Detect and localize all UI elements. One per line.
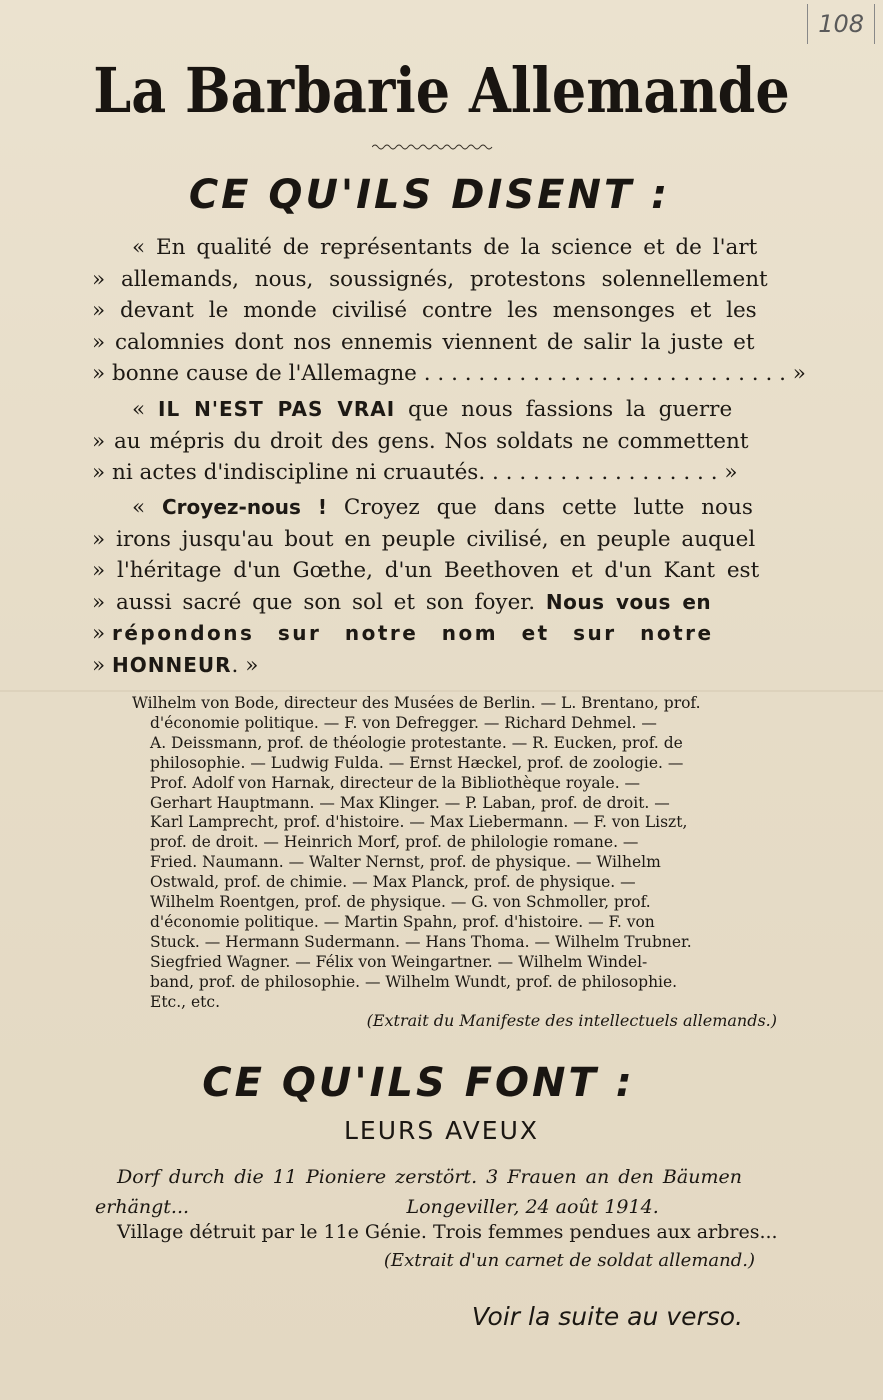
signatory-line: A. Deissmann, prof. de théologie protestante. — R. Eucken, prof. de [150, 733, 683, 752]
emphasis-text: IL N'EST PAS VRAI [158, 397, 396, 421]
manifesto-line [92, 618, 780, 650]
signatory-line: Gerhart Hauptmann. — Max Klinger. — P. Laban, prof. de droit. — [150, 793, 670, 812]
signatory-line: philosophie. — Ludwig Fulda. — Ernst Hæckel, prof. de zoologie. — [150, 753, 684, 772]
emphasis-text: HONNEUR [112, 652, 232, 677]
manifesto-line: » bonne cause de l'Allemagne . . . . . . . . . . . . . . . . . . . . . . . . . . . » [92, 361, 806, 386]
signatory-line: d'économie politique. — F. von Defregger. — Richard Dehmel. — [150, 713, 657, 732]
manifesto-line: » ni actes d'indiscipline ni cruautés. . . . . . . . . . . . . . . . . . » [92, 460, 738, 485]
german-quote [95, 1162, 781, 1222]
signatory-line: d'économie politique. — Martin Spahn, prof. d'histoire. — F. von [150, 912, 655, 931]
line-text: Croyez que dans cette lutte nous [327, 495, 753, 520]
quote-close: . » [231, 652, 259, 678]
quote-mark: « [132, 495, 162, 520]
archive-number: 108 [807, 4, 875, 44]
manifesto-line: » au mépris du droit des gens. Nos soldats ne commettent [92, 428, 749, 454]
signatory-line: Karl Lamprecht, prof. d'histoire. — Max Liebermann. — F. von Liszt, [150, 813, 688, 832]
manifesto-line [92, 587, 780, 619]
german-line: erhängt... Longeviller, 24 août 1914. [95, 1196, 659, 1218]
signatories-list [132, 694, 762, 1013]
subheading-aveux: LEURS AVEUX [343, 1116, 540, 1145]
signatory-line: Fried. Naumann. — Walter Nernst, prof. de physique. — Wilhelm [150, 853, 661, 872]
emphasis-text: Nous vous en [545, 589, 712, 614]
signatory-line: Siegfried Wagner. — Félix von Weingartner. — Wilhelm Windel- [150, 952, 648, 971]
manifesto-line [92, 492, 780, 524]
signatory-line: Wilhelm Roentgen, prof. de physique. — G. von Schmoller, prof. [150, 893, 651, 912]
manifesto-source: (Extrait du Manifeste des intellectuels allemands.) [366, 1011, 777, 1030]
signatory-line: prof. de droit. — Heinrich Morf, prof. de philologie romane. — [150, 833, 639, 852]
signatory-line: band, prof. de philosophie. — Wilhelm Wundt, prof. de philosophie. [150, 972, 678, 991]
signatory-line: Stuck. — Hermann Sudermann. — Hans Thoma. — Wilhelm Trubner. [150, 932, 692, 951]
emphasis-text: répondons sur notre nom et sur notre [112, 621, 714, 645]
emphasis-text: Croyez-nous ! [162, 495, 328, 519]
section-heading-disent: CE QU'ILS DISENT : [188, 172, 671, 218]
signatory-line: Wilhelm von Bode, directeur des Musées de Berlin. — L. Brentano, prof. [132, 694, 701, 712]
quote-mark: » [92, 652, 112, 678]
french-translation: Village détruit par le 11e Génie. Trois femmes pendues aux arbres... [117, 1221, 778, 1243]
notebook-source: (Extrait d'un carnet de soldat allemand.) [383, 1250, 755, 1271]
manifesto-line: » l'héritage d'un Gœthe, d'un Beethoven et d'un Kant est [92, 558, 760, 583]
line-text: que nous fassions la guerre [395, 397, 733, 422]
quote-mark: « [132, 397, 158, 422]
manifesto-line: « En qualité de représentants de la science et de l'art [132, 235, 758, 260]
manifesto-line [92, 394, 780, 426]
manifesto-paragraph-1 [92, 232, 806, 390]
manifesto-line: » allemands, nous, soussignés, protestons solennellement [92, 266, 768, 292]
paper-fold [0, 690, 883, 692]
quote-mark: » [92, 621, 112, 646]
manifesto-line: » devant le monde civilisé contre les mensonges et les [92, 298, 757, 323]
manifesto-paragraph-2 [92, 394, 780, 489]
signatory-line: Etc., etc. [150, 992, 221, 1011]
ornament-divider [372, 143, 497, 151]
german-line: Dorf durch die 11 Pioniere zerstört. 3 Frauen an den Bäumen [117, 1166, 742, 1188]
manifesto-line [92, 650, 780, 682]
signatory-line: Prof. Adolf von Harnak, directeur de la Bibliothèque royale. — [150, 773, 641, 792]
signatory-line: Ostwald, prof. de chimie. — Max Planck, prof. de physique. — [150, 873, 636, 892]
continued-note: Voir la suite au verso. [471, 1302, 743, 1331]
manifesto-line: » calomnies dont nos ennemis viennent de salir la juste et [92, 329, 755, 355]
manifesto-paragraph-3 [92, 492, 780, 681]
document-title: La Barbarie Allemande [93, 53, 790, 127]
line-text: » aussi sacré que son sol et son foyer. [92, 589, 546, 615]
section-heading-font: CE QU'ILS FONT : [202, 1060, 635, 1106]
manifesto-line: » irons jusqu'au bout en peuple civilisé, en peuple auquel [92, 526, 756, 552]
